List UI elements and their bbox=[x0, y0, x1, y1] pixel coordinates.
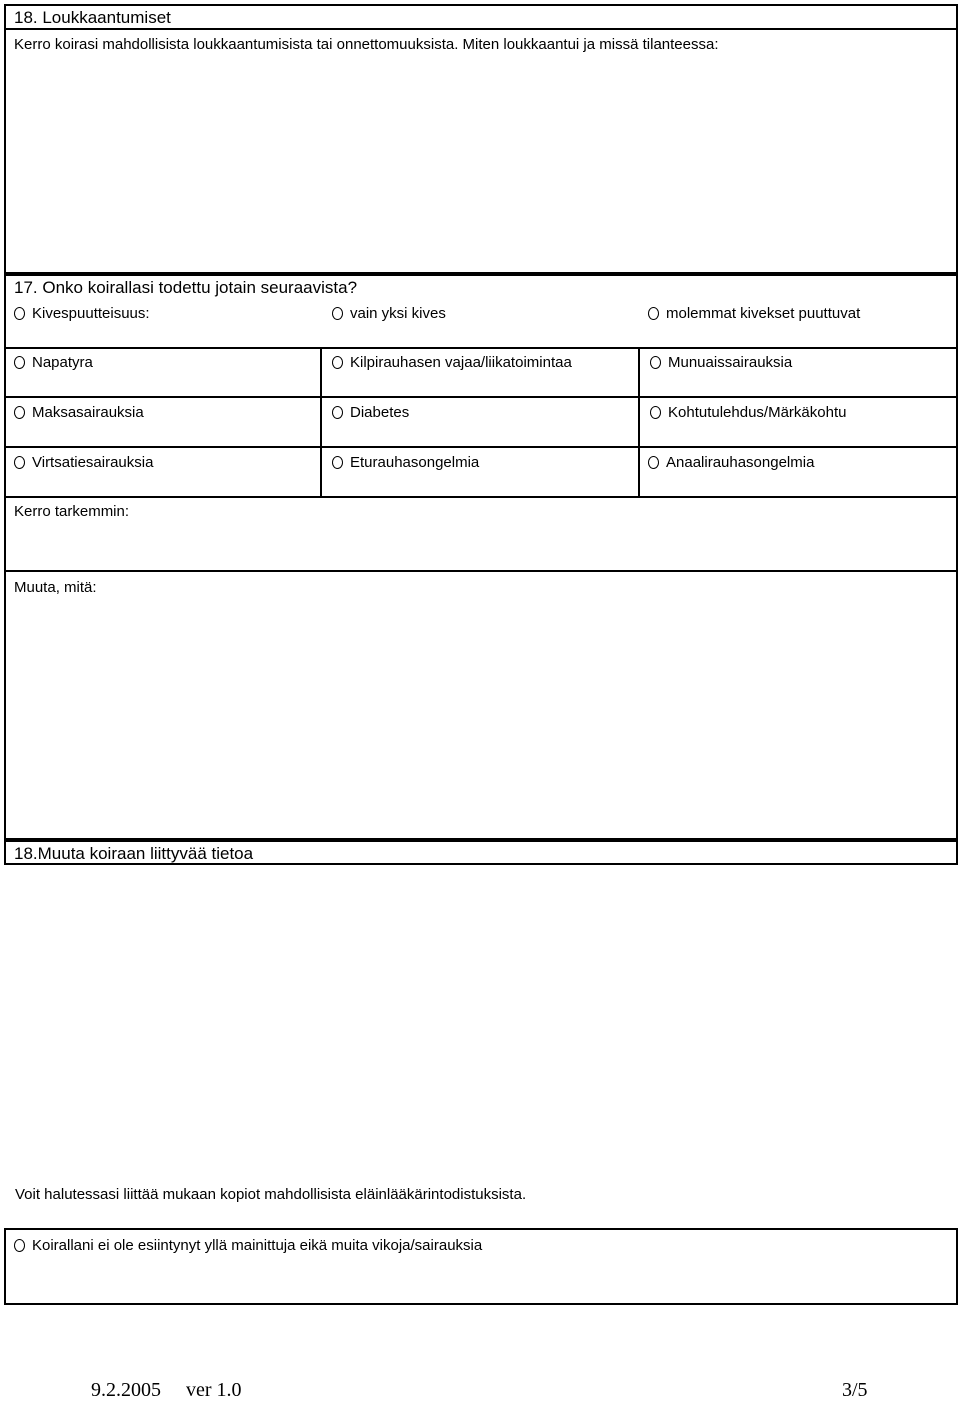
radio-icon bbox=[14, 356, 25, 369]
injuries-title: 18. Loukkaantumiset bbox=[14, 8, 171, 27]
other-label: Muuta, mitä: bbox=[14, 579, 97, 596]
option-label: vain yksi kives bbox=[350, 305, 446, 322]
injuries-prompt: Kerro koirasi mahdollisista loukkaantumisista tai onnettomuuksista. Miten loukkaantui ja missä tilanteessa: bbox=[14, 36, 719, 53]
other-info-answer-area[interactable] bbox=[8, 868, 954, 1168]
option-label: Munuaissairauksia bbox=[668, 354, 793, 371]
radio-icon bbox=[650, 406, 661, 419]
option-kohtutulehdus[interactable] bbox=[650, 404, 846, 421]
radio-icon bbox=[648, 456, 659, 469]
option-label: Koirallani ei ole esiintynyt yllä mainittuja eikä muita vikoja/sairauksia bbox=[32, 1237, 483, 1254]
option-label: Maksasairauksia bbox=[32, 404, 144, 421]
radio-icon bbox=[648, 307, 659, 320]
injuries-answer-area[interactable] bbox=[8, 60, 954, 270]
radio-icon bbox=[14, 456, 25, 469]
other-info-title: 18.Muuta koiraan liittyvää tietoa bbox=[14, 844, 254, 863]
injuries-title-divider bbox=[4, 28, 958, 30]
option-label: Napatyra bbox=[32, 354, 93, 371]
option-label: molemmat kivekset puuttuvat bbox=[666, 305, 861, 322]
details-label: Kerro tarkemmin: bbox=[14, 503, 130, 520]
row-divider bbox=[4, 496, 958, 498]
option-diabetes[interactable] bbox=[332, 404, 409, 421]
option-label: Kilpirauhasen vajaa/liikatoimintaa bbox=[350, 354, 572, 371]
option-molemmat-kivekset[interactable] bbox=[648, 305, 860, 322]
option-vain-yksi-kives[interactable] bbox=[332, 305, 446, 322]
option-label: Anaalirauhasongelmia bbox=[666, 454, 815, 471]
option-label: Kivespuutteisuus: bbox=[32, 305, 150, 322]
column-divider bbox=[320, 347, 322, 496]
row-divider bbox=[4, 570, 958, 572]
row-divider bbox=[4, 347, 958, 349]
conditions-title: 17. Onko koirallasi todettu jotain seuraavista? bbox=[14, 278, 358, 297]
option-anaalirauhasongelmia[interactable] bbox=[648, 454, 814, 471]
option-kilpirauhanen[interactable] bbox=[332, 354, 572, 371]
radio-icon bbox=[14, 1239, 25, 1252]
radio-icon bbox=[332, 406, 343, 419]
column-divider bbox=[638, 347, 640, 496]
option-none[interactable] bbox=[14, 1237, 482, 1254]
radio-icon bbox=[332, 356, 343, 369]
radio-icon bbox=[332, 307, 343, 320]
footer-page-number: 3/5 bbox=[842, 1379, 868, 1401]
option-eturauhasongelmia[interactable] bbox=[332, 454, 479, 471]
option-napatyra[interactable] bbox=[14, 354, 93, 371]
option-label: Eturauhasongelmia bbox=[350, 454, 480, 471]
footer-version: ver 1.0 bbox=[186, 1379, 242, 1401]
option-kivespuutteisuus[interactable] bbox=[14, 305, 150, 322]
footer-date: 9.2.2005 bbox=[91, 1379, 161, 1401]
option-munuaissairauksia[interactable] bbox=[650, 354, 792, 371]
radio-icon bbox=[332, 456, 343, 469]
details-answer-area[interactable] bbox=[8, 524, 954, 568]
radio-icon bbox=[14, 307, 25, 320]
radio-icon bbox=[650, 356, 661, 369]
option-label: Kohtutulehdus/Märkäkohtu bbox=[668, 404, 847, 421]
radio-icon bbox=[14, 406, 25, 419]
option-maksasairauksia[interactable] bbox=[14, 404, 144, 421]
row-divider bbox=[4, 396, 958, 398]
option-label: Diabetes bbox=[350, 404, 410, 421]
row-divider bbox=[4, 446, 958, 448]
other-answer-area[interactable] bbox=[8, 600, 954, 836]
option-virtsatiesairauksia[interactable] bbox=[14, 454, 153, 471]
option-label: Virtsatiesairauksia bbox=[32, 454, 154, 471]
attach-note: Voit halutessasi liittää mukaan kopiot mahdollisista eläinlääkärintodistuksista. bbox=[15, 1186, 527, 1203]
